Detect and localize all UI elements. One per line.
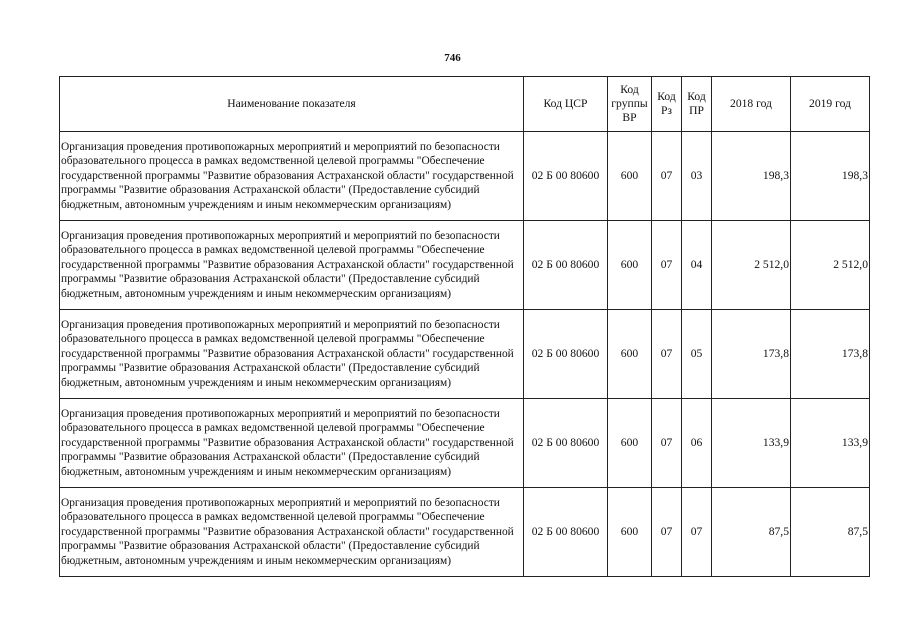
row-pr-code: 07	[682, 488, 712, 577]
row-value-2019: 198,3	[791, 132, 870, 221]
row-name: Организация проведения противопожарных мероприятий и мероприятий по безопасности образовательного процесса в рамках ведомственной целевой программы "Обеспечение государственной программы "Развитие образования Астраханской области" государственной программы "Развитие образования Астраханской области" (Предоставление субсидий бюджетным, автономным учреждениям и иным некоммерческим организациям)	[60, 488, 524, 577]
row-value-2018: 2 512,0	[712, 221, 791, 310]
row-pr-code: 06	[682, 399, 712, 488]
row-name: Организация проведения противопожарных мероприятий и мероприятий по безопасности образовательного процесса в рамках ведомственной целевой программы "Обеспечение государственной программы "Развитие образования Астраханской области" государственной программы "Развитие образования Астраханской области" (Предоставление субсидий бюджетным, автономным учреждениям и иным некоммерческим организациям)	[60, 221, 524, 310]
row-rz-code: 07	[652, 132, 682, 221]
table-row	[60, 488, 870, 577]
table-row	[60, 399, 870, 488]
row-value-2018: 133,9	[712, 399, 791, 488]
row-vr-code: 600	[608, 310, 652, 399]
row-rz-code: 07	[652, 399, 682, 488]
header-vr-code: Код группы ВР	[608, 77, 652, 132]
row-value-2019: 133,9	[791, 399, 870, 488]
row-vr-code: 600	[608, 399, 652, 488]
row-csr-code: 02 Б 00 80600	[524, 488, 608, 577]
header-2018: 2018 год	[712, 77, 791, 132]
budget-table	[59, 76, 870, 577]
header-csr-code: Код ЦСР	[524, 77, 608, 132]
row-vr-code: 600	[608, 488, 652, 577]
row-value-2019: 2 512,0	[791, 221, 870, 310]
row-pr-code: 03	[682, 132, 712, 221]
header-name: Наименование показателя	[60, 77, 524, 132]
row-vr-code: 600	[608, 221, 652, 310]
table-header-row	[60, 77, 870, 132]
row-value-2019: 87,5	[791, 488, 870, 577]
table-row	[60, 221, 870, 310]
row-rz-code: 07	[652, 221, 682, 310]
row-pr-code: 04	[682, 221, 712, 310]
row-vr-code: 600	[608, 132, 652, 221]
table-row	[60, 310, 870, 399]
row-name: Организация проведения противопожарных мероприятий и мероприятий по безопасности образовательного процесса в рамках ведомственной целевой программы "Обеспечение государственной программы "Развитие образования Астраханской области" государственной программы "Развитие образования Астраханской области" (Предоставление субсидий бюджетным, автономным учреждениям и иным некоммерческим организациям)	[60, 399, 524, 488]
row-value-2019: 173,8	[791, 310, 870, 399]
header-2019: 2019 год	[791, 77, 870, 132]
row-value-2018: 173,8	[712, 310, 791, 399]
table-row	[60, 132, 870, 221]
row-value-2018: 87,5	[712, 488, 791, 577]
row-name: Организация проведения противопожарных мероприятий и мероприятий по безопасности образовательного процесса в рамках ведомственной целевой программы "Обеспечение государственной программы "Развитие образования Астраханской области" государственной программы "Развитие образования Астраханской области" (Предоставление субсидий бюджетным, автономным учреждениям и иным некоммерческим организациям)	[60, 310, 524, 399]
header-pr-code: Код ПР	[682, 77, 712, 132]
row-csr-code: 02 Б 00 80600	[524, 399, 608, 488]
row-csr-code: 02 Б 00 80600	[524, 221, 608, 310]
page-number: 746	[444, 52, 461, 64]
row-name: Организация проведения противопожарных мероприятий и мероприятий по безопасности образовательного процесса в рамках ведомственной целевой программы "Обеспечение государственной программы "Развитие образования Астраханской области" государственной программы "Развитие образования Астраханской области" (Предоставление субсидий бюджетным, автономным учреждениям и иным некоммерческим организациям)	[60, 132, 524, 221]
row-csr-code: 02 Б 00 80600	[524, 132, 608, 221]
row-pr-code: 05	[682, 310, 712, 399]
row-rz-code: 07	[652, 310, 682, 399]
row-csr-code: 02 Б 00 80600	[524, 310, 608, 399]
row-rz-code: 07	[652, 488, 682, 577]
row-value-2018: 198,3	[712, 132, 791, 221]
header-rz-code: Код Рз	[652, 77, 682, 132]
